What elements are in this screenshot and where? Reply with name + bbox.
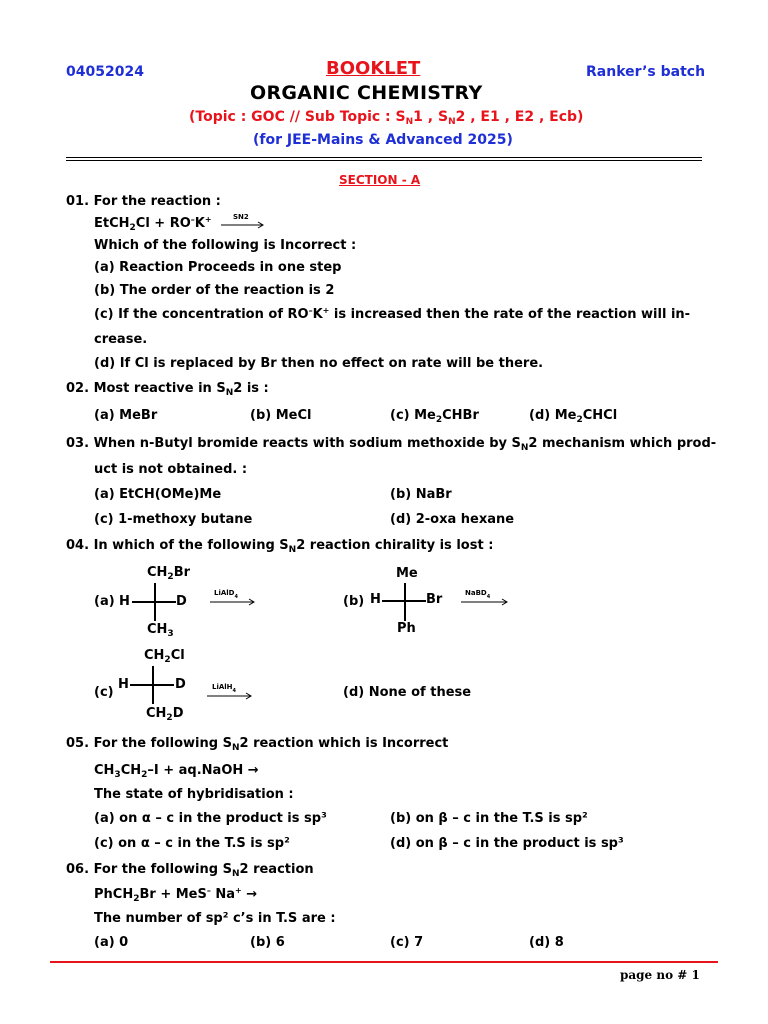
q1-option-d: (d) If Cl is replaced by Br then no effect on rate will be there.: [94, 356, 544, 371]
q4a-reagent: LiAlD$_4$: [214, 589, 238, 600]
q4c-left-group: H: [118, 677, 129, 692]
q1-arrow: [221, 213, 265, 229]
q6-reaction: PhCH$_2$Br + MeS– Na+ →: [94, 886, 258, 904]
q1-option-c-cont: crease.: [94, 332, 148, 347]
q6-prompt: The number of sp² c’s in T.S are :: [94, 911, 336, 926]
q1-option-b: (b) The order of the reaction is 2: [94, 283, 335, 298]
q1-arrow-label: SN2: [233, 213, 249, 221]
q1-reaction: EtCH$_2$Cl + RO–K+: [94, 215, 212, 233]
booklet-title: BOOKLET: [326, 58, 421, 79]
q5-option-b: (b) on β – c in the T.S is sp²: [390, 811, 588, 826]
q1-option-a: (a) Reaction Proceeds in one step: [94, 260, 342, 275]
q4-option-c-label: (c): [94, 685, 114, 700]
q4b-bottom-group: Ph: [397, 621, 416, 636]
q6-option-a: (a) 0: [94, 935, 129, 950]
q1-stem: 01. For the reaction :: [66, 194, 221, 209]
q3-stem-cont: uct is not obtained. :: [94, 462, 248, 477]
q3-option-c: (c) 1-methoxy butane: [94, 512, 253, 527]
q4-option-a-label: (a): [94, 594, 115, 609]
q4a-left-group: H: [119, 594, 130, 609]
q6-stem: 06. For the following $S_N2$ reaction: [66, 862, 314, 879]
q2-option-a: (a) MeBr: [94, 408, 158, 423]
q4b-fischer-horizontal: [382, 600, 426, 602]
q3-option-d: (d) 2-oxa hexane: [390, 512, 515, 527]
divider-top: [66, 157, 702, 158]
q4c-right-group: D: [175, 677, 186, 692]
batch-label: Ranker’s batch: [586, 64, 706, 80]
q4a-arrow: [210, 589, 260, 607]
q4b-reagent: NaBD$_4$: [465, 589, 491, 600]
q4a-bottom-group: $CH_3$: [147, 622, 174, 639]
q4a-fischer-horizontal: [132, 601, 176, 603]
footer-rule: [50, 961, 718, 963]
q6-option-b: (b) 6: [250, 935, 285, 950]
reaction-arrow-icon: [461, 589, 511, 607]
q4a-right-group: D: [176, 594, 187, 609]
q1-prompt: Which of the following is Incorrect :: [94, 238, 357, 253]
q5-option-c: (c) on α – c in the T.S is sp²: [94, 836, 290, 851]
q4b-arrow: [461, 589, 511, 607]
q4c-top-group: $CH_2Cl$: [144, 648, 185, 665]
q4c-arrow: [207, 683, 257, 701]
q2-option-d: (d) $Me_2CHCl$: [529, 408, 618, 425]
q5-stem: 05. For the following $S_N2$ reaction which is Incorrect: [66, 736, 449, 753]
q6-option-d: (d) 8: [529, 935, 564, 950]
q4-option-d: (d) None of these: [343, 685, 472, 700]
topic-line: (Topic : GOC // Sub Topic : $S_N1$ , $S_N2$ , E1 , E2 , Ecb): [189, 109, 584, 127]
reaction-arrow-icon: [221, 213, 267, 229]
q3-option-b: (b) NaBr: [390, 487, 452, 502]
q4a-top-group: $CH_2Br$: [147, 565, 191, 582]
q4c-fischer-horizontal: [130, 684, 174, 686]
q6-option-c: (c) 7: [390, 935, 424, 950]
q4-option-b-label: (b): [343, 594, 365, 609]
q4c-bottom-group: $CH_2D$: [146, 706, 184, 723]
q5-option-d: (d) on β – c in the product is sp³: [390, 836, 624, 851]
q4-stem: 04. In which of the following $S_N2$ reaction chirality is lost :: [66, 538, 494, 555]
q2-option-c: (c) $Me_2CHBr$: [390, 408, 479, 425]
subject-title: ORGANIC CHEMISTRY: [250, 82, 483, 104]
q4b-fischer-vertical: [404, 583, 406, 621]
divider-bottom: [66, 160, 702, 161]
q4b-top-group: Me: [396, 566, 418, 581]
q5-prompt: The state of hybridisation :: [94, 787, 294, 802]
q5-reaction: $CH_3CH_2-I$ + aq.NaOH →: [94, 763, 259, 780]
q4b-left-group: H: [370, 592, 381, 607]
q4c-reagent: LiAlH$_4$: [212, 683, 237, 694]
page-number: page no # 1: [620, 968, 700, 982]
q3-stem: 03. When n-Butyl bromide reacts with sodium methoxide by $S_N2$ mechanism which prod-: [66, 436, 717, 453]
reaction-arrow-icon: [210, 589, 260, 607]
reaction-arrow-icon: [207, 683, 257, 701]
q1-option-c: (c) If the concentration of RO–K+ is increased then the rate of the reaction will in-: [94, 306, 691, 322]
section-heading: SECTION - A: [339, 173, 421, 187]
q2-stem: 02. Most reactive in $S_N2$ is :: [66, 381, 269, 398]
q4b-right-group: Br: [426, 592, 443, 607]
q5-option-a: (a) on α – c in the product is sp³: [94, 811, 327, 826]
exam-line: (for JEE-Mains & Advanced 2025): [253, 132, 513, 148]
date-code: 04052024: [66, 64, 144, 80]
q2-option-b: (b) MeCl: [250, 408, 312, 423]
q3-option-a: (a) EtCH(OMe)Me: [94, 487, 222, 502]
